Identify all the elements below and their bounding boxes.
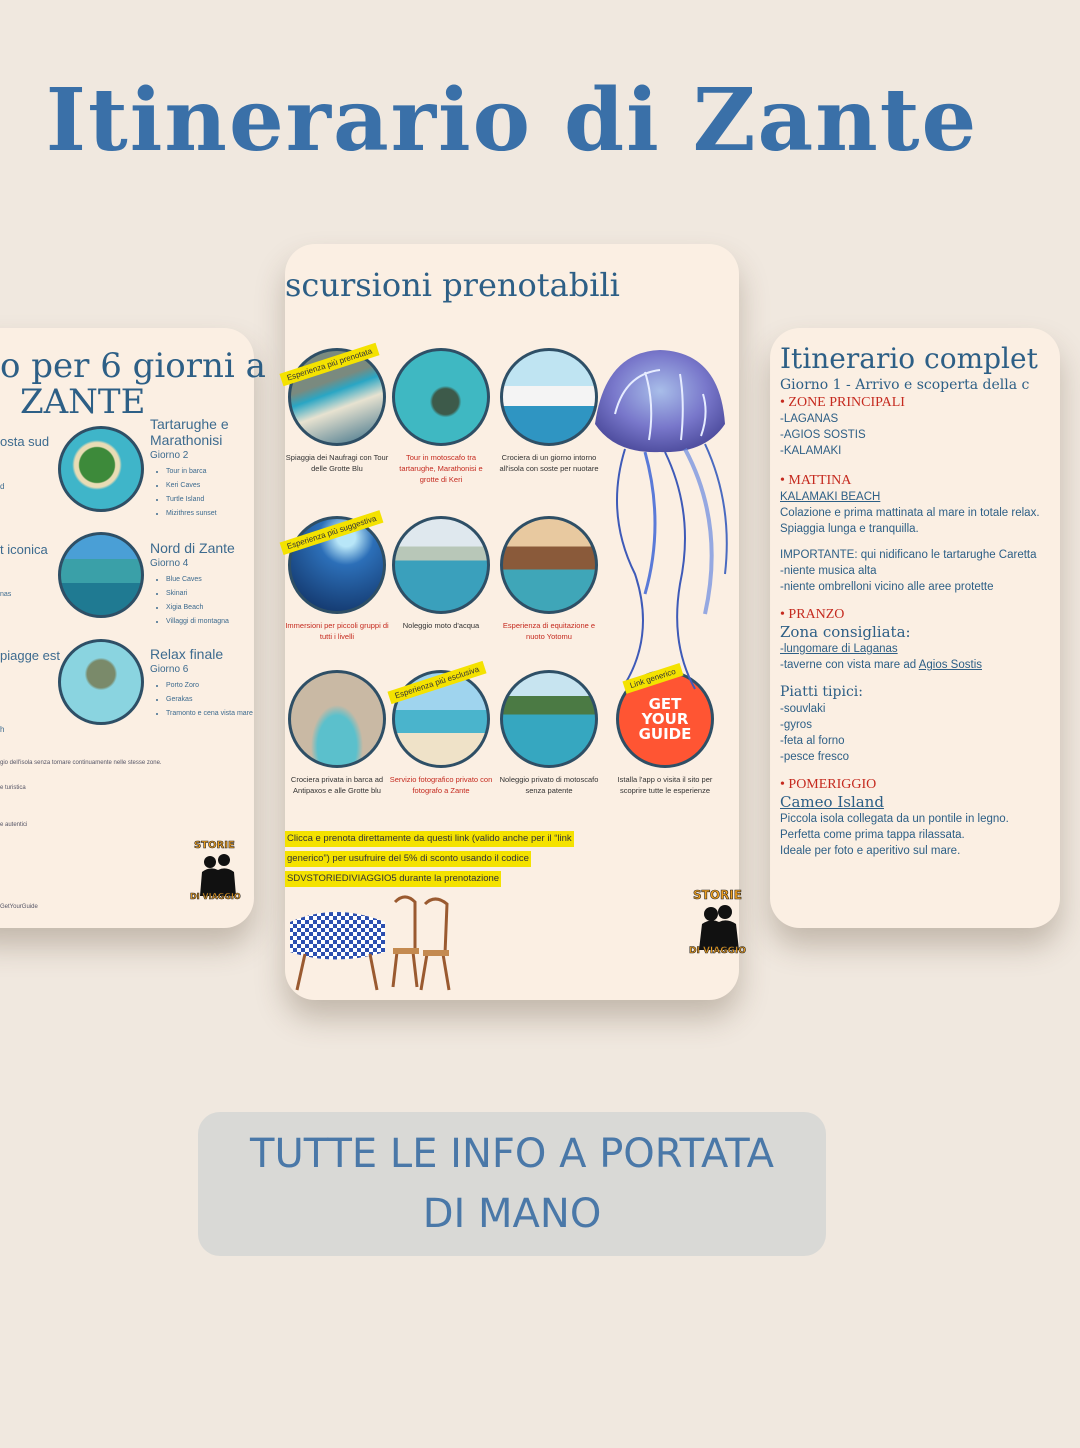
turtle-island-photo: [58, 426, 144, 512]
itinerary-summary-card[interactable]: [0, 328, 266, 928]
excursion-item[interactable]: Crociera di un giorno intorno all'isola con soste per nuotare: [497, 348, 601, 474]
fragment-text: nas: [0, 591, 12, 598]
note-text: gio dell'isola senza tornare continuamente nelle stesse zone.: [0, 760, 162, 766]
motorboat-photo: [500, 670, 598, 768]
cameo-island-link[interactable]: Cameo Island: [780, 793, 884, 811]
storie-di-viaggio-logo: STORIE DI VIAGGIO: [689, 886, 749, 962]
day-4-block: Nord di Zante Giorno 4 • Blue Caves • Skinari • Xigia Beach • Villaggi di montagna: [150, 540, 260, 629]
storie-di-viaggio-logo: STORIE DI VIAGGIO: [188, 838, 248, 908]
section-heading: • ZONE PRINCIPALI: [780, 395, 1080, 411]
getyourguide-logo: GET YOUR GUIDE: [616, 670, 714, 768]
jet-ski-photo: [392, 516, 490, 614]
fragment-text: h: [0, 725, 5, 734]
full-itinerary-card[interactable]: Itinerario complet Giorno 1 - Arrivo e scoperta della c • ZONE PRINCIPALI -LAGANAS -AGIOS SOSTIS -KALAMAKI • MATTINA KALAMAKI BEACH Colazione e prima mattinata al mare in totale relax. Spiaggia lunga e tranquilla. IMPORTANTE: qui nidificano le tartarughe Caretta -niente musica alta -niente ombrelloni vicino alle aree protette • PRANZO Zona consigliata: -lungomare di Laganas -taverne con vista mare ad Agios Sostis Piatti tipici: -souvlaki -gyros -feta al forno -pesce fresco • POMERIGGIO Cameo Island Piccola isola collegata da un pontile in legno. Perfetta come prima tappa rilassata. Ideale per foto e aperitivo sul mare.: [770, 328, 1060, 928]
fragment-text: osta sud: [0, 434, 50, 449]
kalamaki-beach-link[interactable]: KALAMAKI BEACH: [780, 491, 881, 503]
antipaxos-cave-photo: [288, 670, 386, 768]
excursion-item[interactable]: Noleggio moto d'acqua: [389, 516, 493, 631]
day-1-heading: Giorno 1 - Arrivo e scoperta della c: [780, 377, 1030, 393]
section-heading: • POMERIGGIO: [780, 777, 1080, 793]
porto-zoro-photo: [58, 639, 144, 725]
excursion-item[interactable]: Crociera privata in barca ad Antipaxos e alle Grotte blu: [285, 670, 389, 796]
note-text: e turistica: [0, 785, 26, 791]
cruise-boat-photo: [500, 348, 598, 446]
agios-sostis-link[interactable]: Agios Sostis: [918, 659, 982, 671]
page-title: Itinerario di Zante: [45, 70, 979, 171]
excursion-item[interactable]: Immersioni per piccoli gruppi di tutti i livelli: [285, 516, 389, 642]
ribbon-most-booked: Esperienza più prenotata: [279, 343, 379, 387]
note-text: GetYourGuide: [0, 904, 38, 910]
fragment-text: d: [0, 482, 5, 491]
ribbon-generic-link: Link generico: [622, 663, 683, 694]
excursions-card[interactable]: [285, 244, 747, 1000]
excursion-item-generic-link[interactable]: GET YOUR GUIDE Istalla l'app o visita il sito per scoprire tutte le esperienze: [613, 670, 717, 796]
excursion-item[interactable]: Spiaggia dei Naufragi con Tour delle Grotte Blu: [285, 348, 389, 474]
summary-title: o per 6 giorni a ZANTE: [0, 346, 266, 422]
laganas-link[interactable]: -lungomare di Laganas: [780, 643, 898, 655]
turtle-snorkel-photo: [392, 348, 490, 446]
excursion-item[interactable]: Servizio fotografico privato con fotografo a Zante: [389, 670, 493, 796]
horse-riding-photo: [500, 516, 598, 614]
fragment-text: t iconica: [0, 542, 48, 557]
excursion-item[interactable]: Noleggio privato di motoscafo senza patente: [497, 670, 601, 796]
table-chairs-illustration: [285, 892, 455, 992]
section-heading: • PRANZO: [780, 607, 1080, 623]
excursion-item[interactable]: Esperienza di equitazione e nuoto Yotomu: [497, 516, 601, 642]
info-banner: TUTTE LE INFO A PORTATA DI MANO: [198, 1112, 826, 1256]
fragment-text: piagge est: [0, 648, 60, 663]
excursions-title: scursioni prenotabili: [285, 266, 620, 304]
discount-cta: Clicca e prenota direttamente da questi link (valido anche per il “link generico”) per usufruire del 5% di sconto usando il codice SDVSTORIEDIVIAGGIO5 durante la prenotazione: [285, 828, 635, 888]
section-heading: • MATTINA: [780, 473, 1080, 489]
ribbon-most-exclusive: Esperienza più esclusiva: [387, 661, 486, 704]
ribbon-most-suggestive: Esperienza più suggestiva: [280, 510, 384, 555]
day-6-block: Relax finale Giorno 6 • Porto Zoro • Gerakas • Tramonto e cena vista mare: [150, 646, 260, 721]
excursion-item[interactable]: Tour in motoscafo tra tartarughe, Marathonisi e grotte di Keri: [389, 348, 493, 485]
jellyfish-illustration: [585, 344, 735, 694]
full-itinerary-title: Itinerario complet: [780, 342, 1038, 375]
day-2-block: Tartarughe e Marathonisi Giorno 2 • Tour in barca • Keri Caves • Turtle Island • Mizithres sunset: [150, 416, 260, 521]
note-text: e autentici: [0, 822, 28, 828]
blue-caves-photo: [58, 532, 144, 618]
